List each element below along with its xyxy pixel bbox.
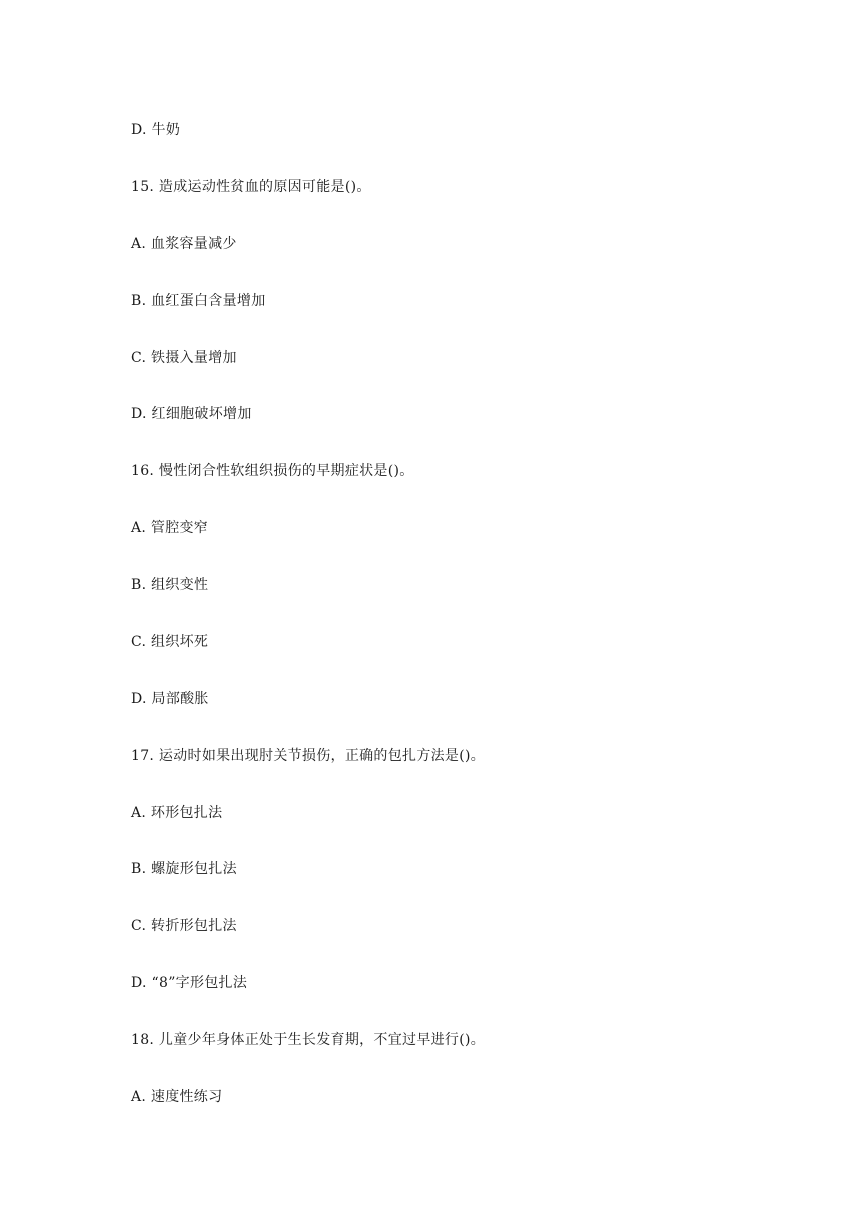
option-18-a: A. 速度性练习	[131, 1089, 223, 1105]
question-15: 15. 造成运动性贫血的原因可能是()。	[131, 179, 371, 195]
option-14-d: D. 牛奶	[131, 122, 181, 138]
option-16-d: D. 局部酸胀	[131, 691, 209, 707]
question-16: 16. 慢性闭合性软组织损伤的早期症状是()。	[131, 463, 414, 479]
option-17-c: C. 转折形包扎法	[131, 918, 237, 934]
option-15-a: A. 血浆容量减少	[131, 236, 237, 252]
option-16-c: C. 组织坏死	[131, 634, 209, 650]
option-16-b: B. 组织变性	[131, 577, 209, 593]
option-17-a: A. 环形包扎法	[131, 805, 223, 821]
question-17: 17. 运动时如果出现肘关节损伤，正确的包扎方法是()。	[131, 748, 486, 764]
option-16-a: A. 管腔变窄	[131, 520, 209, 536]
option-17-d: D. “8”字形包扎法	[131, 975, 248, 991]
question-18: 18. 儿童少年身体正处于生长发育期，不宜过早进行()。	[131, 1032, 486, 1048]
option-17-b: B. 螺旋形包扎法	[131, 861, 237, 877]
option-15-c: C. 铁摄入量增加	[131, 350, 237, 366]
option-15-d: D. 红细胞破坏增加	[131, 406, 252, 422]
option-15-b: B. 血红蛋白含量增加	[131, 293, 266, 309]
